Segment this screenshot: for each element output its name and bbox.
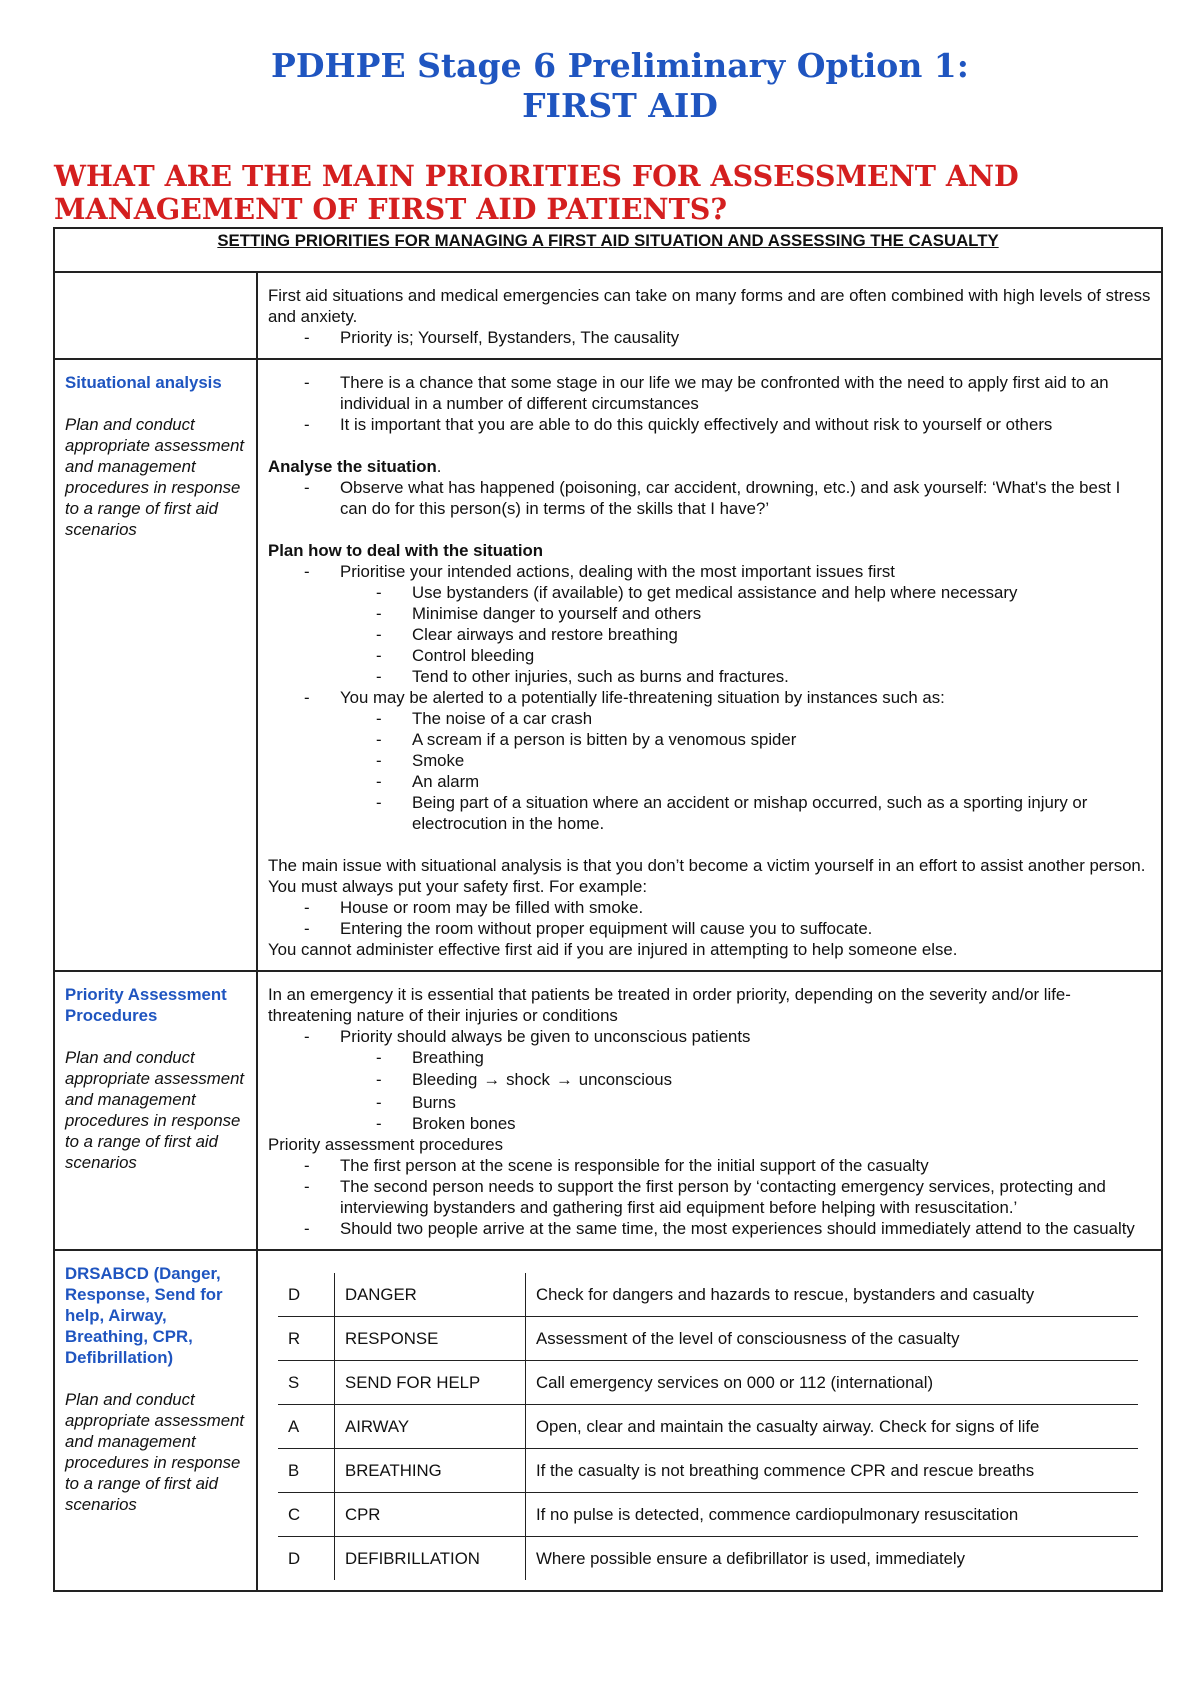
table-row: [278, 1449, 1138, 1493]
drsabcd-description: Call emergency services on 000 or 112 (international): [536, 1372, 934, 1392]
drsabcd-step: AIRWAY: [335, 1405, 526, 1449]
drsabcd-step: BREATHING: [335, 1449, 526, 1493]
list-item: - The first person at the scene is responsible for the initial support of the casualty: [268, 1155, 1151, 1176]
table-row: [278, 1537, 1138, 1581]
table-row: [278, 1493, 1138, 1537]
drsabcd-row: [54, 1250, 1162, 1591]
sub-list-item: - Breathing: [268, 1047, 1151, 1068]
list-item: - You may be alerted to a potentially life-threatening situation by instances such as:: [268, 687, 1151, 708]
drsabcd-description: Where possible ensure a defibrillator is used, immediately: [536, 1548, 966, 1568]
sub-list-item: - An alarm: [268, 771, 1151, 792]
drsabcd-step: RESPONSE: [335, 1317, 526, 1361]
intro-text: First aid situations and medical emergencies can take on many forms and are often combined with high levels of stress and anxiety.: [268, 286, 1151, 326]
list-item: - It is important that you are able to do this quickly effectively and without risk to yourself or others: [268, 414, 1151, 435]
drsabcd-step: CPR: [335, 1493, 526, 1537]
situational-right-cell: [257, 359, 1162, 971]
sub-list-item: - Bleeding → shock → unconscious: [268, 1068, 1151, 1092]
priority-intro: In an emergency it is essential that patients be treated in order priority, depending on the severity and/or life-threatening nature of their injuries or conditions: [268, 985, 1071, 1025]
list-item: - The second person needs to support the first person by ‘contacting emergency services, protecting and interviewing bystanders and gathering first aid equipment before helping with resuscitation.’: [268, 1176, 1151, 1218]
sub-list-item: - Burns: [268, 1092, 1151, 1113]
analyse-heading: Analyse the situation.: [268, 457, 442, 476]
sub-list-item: - Use bystanders (if available) to get medical assistance and help where necessary: [268, 582, 1151, 603]
table-row: [278, 1405, 1138, 1449]
drsabcd-description: Assessment of the level of consciousness of the casualty: [536, 1328, 960, 1348]
main-issue-text: The main issue with situational analysis is that you don’t become a victim yourself in an effort to assist another person. You must always put your safety first. For example:: [268, 856, 1146, 896]
sub-list-item: - Broken bones: [268, 1113, 1151, 1134]
drsabcd-title: DRSABCD (Danger, Response, Send for help, Airway, Breathing, CPR, Defibrillation): [65, 1264, 223, 1367]
intro-left-cell: [54, 272, 257, 359]
priority-row: [54, 971, 1162, 1250]
closing-text: You cannot administer effective first aid if you are injured in attempting to help someone else.: [268, 940, 958, 959]
list-item: - Observe what has happened (poisoning, car accident, drowning, etc.) and ask yourself: ‘What's the best I can do for this person(s) in terms of the skills that I have?’: [268, 477, 1151, 519]
situational-desc: Plan and conduct appropriate assessment and management procedures in response to a range of first aid scenarios: [65, 415, 245, 539]
title-line-2: FIRST AID: [522, 86, 718, 125]
list-item: - Prioritise your intended actions, dealing with the most important issues first: [268, 561, 1151, 582]
drsabcd-description: If no pulse is detected, commence cardiopulmonary resuscitation: [536, 1504, 1019, 1524]
situational-row: [54, 359, 1162, 971]
list-item: - Entering the room without proper equipment will cause you to suffocate.: [268, 918, 1151, 939]
priority-left-cell: [54, 971, 257, 1250]
intro-bullet: - Priority is; Yourself, Bystanders, The causality: [268, 327, 1151, 348]
drsabcd-right-cell: [257, 1250, 1162, 1591]
list-item: - House or room may be filled with smoke.: [268, 897, 1151, 918]
document-title: [0, 46, 1200, 126]
drsabcd-step: SEND FOR HELP: [335, 1361, 526, 1405]
title-line-1: PDHPE Stage 6 Preliminary Option 1:: [271, 46, 969, 85]
priority-desc: Plan and conduct appropriate assessment and management procedures in response to a range of first aid scenarios: [65, 1048, 245, 1172]
drsabcd-letter: C: [278, 1493, 335, 1537]
right-arrow-icon: →: [555, 1070, 573, 1089]
section-heading: WHAT ARE THE MAIN PRIORITIES FOR ASSESSMENT AND MANAGEMENT OF FIRST AID PATIENTS?: [54, 159, 1019, 226]
priority-subheading: Priority assessment procedures: [268, 1135, 504, 1154]
priority-title: Priority Assessment Procedures: [65, 985, 227, 1025]
drsabcd-description: If the casualty is not breathing commence CPR and rescue breaths: [536, 1460, 1035, 1480]
drsabcd-letter: D: [278, 1537, 335, 1581]
intro-row: [54, 272, 1162, 359]
drsabcd-description: Open, clear and maintain the casualty airway. Check for signs of life: [536, 1416, 1040, 1436]
sub-list-item: - Control bleeding: [268, 645, 1151, 666]
drsabcd-step: DANGER: [335, 1273, 526, 1317]
situational-left-cell: [54, 359, 257, 971]
intro-right-cell: [257, 272, 1162, 359]
priorities-table: [53, 227, 1163, 1592]
drsabcd-desc: Plan and conduct appropriate assessment and management procedures in response to a range of first aid scenarios: [65, 1390, 245, 1514]
table-header-row: [54, 228, 1162, 272]
plan-heading: Plan how to deal with the situation: [268, 541, 544, 560]
situational-title: Situational analysis: [65, 373, 222, 392]
drsabcd-description: Check for dangers and hazards to rescue, bystanders and casualty: [536, 1284, 1035, 1304]
drsabcd-letter: R: [278, 1317, 335, 1361]
drsabcd-letter: D: [278, 1273, 335, 1317]
sub-list-item: - A scream if a person is bitten by a venomous spider: [268, 729, 1151, 750]
priority-right-cell: [257, 971, 1162, 1250]
sub-list-item: - Being part of a situation where an accident or mishap occurred, such as a sporting injury or electrocution in the home.: [268, 792, 1151, 834]
drsabcd-step: DEFIBRILLATION: [335, 1537, 526, 1581]
sub-list-item: - Minimise danger to yourself and others: [268, 603, 1151, 624]
sub-list-item: - The noise of a car crash: [268, 708, 1151, 729]
table-header: SETTING PRIORITIES FOR MANAGING A FIRST AID SITUATION AND ASSESSING THE CASUALTY: [54, 228, 1162, 272]
drsabcd-letter: S: [278, 1361, 335, 1405]
table-row: [278, 1361, 1138, 1405]
table-row: [278, 1317, 1138, 1361]
drsabcd-letter: B: [278, 1449, 335, 1493]
list-item: - There is a chance that some stage in our life we may be confronted with the need to apply first aid to an individual in a number of different circumstances: [268, 372, 1151, 414]
drsabcd-left-cell: [54, 1250, 257, 1591]
sub-list-item: - Clear airways and restore breathing: [268, 624, 1151, 645]
list-item: - Priority should always be given to unconscious patients: [268, 1026, 1151, 1047]
list-item: - Should two people arrive at the same time, the most experiences should immediately attend to the casualty: [268, 1218, 1151, 1239]
drsabcd-table: [278, 1273, 1138, 1580]
sub-list-item: - Smoke: [268, 750, 1151, 771]
table-row: [278, 1273, 1138, 1317]
right-arrow-icon: →: [483, 1070, 501, 1089]
drsabcd-letter: A: [278, 1405, 335, 1449]
sub-list-item: - Tend to other injuries, such as burns and fractures.: [268, 666, 1151, 687]
